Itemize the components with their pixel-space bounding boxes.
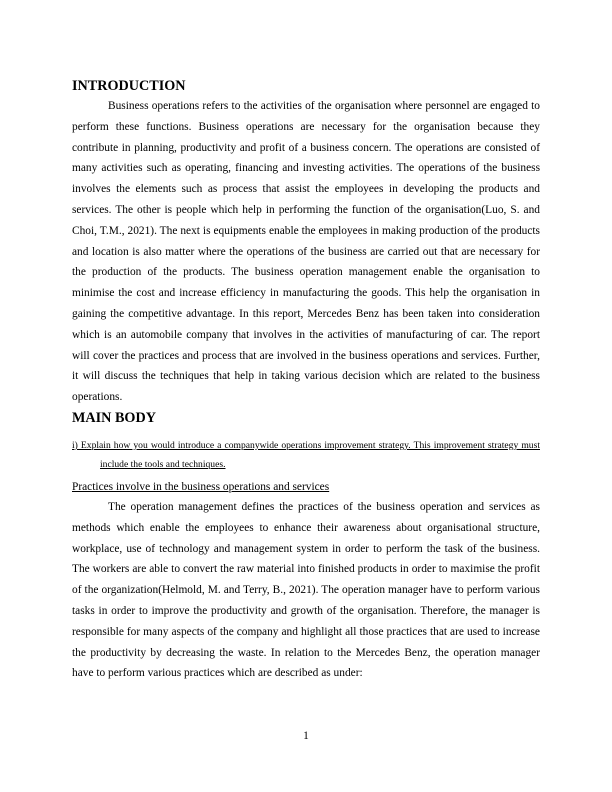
main-body-heading: MAIN BODY [72,409,156,426]
page-content [72,76,540,684]
practices-subheading: Practices involve in the business operations and services [72,480,330,493]
introduction-heading: INTRODUCTION [72,78,186,94]
practices-paragraph: The operation management defines the practices of the business operation and services as methods which enable the employees to enhance their awareness about organisational structure, workplace, use of technology and management system in order to perform the task of the business. The workers are able to convert the raw material into finished products in order to maximise the profit of the organization(Helmold, M. and Terry, B., 2021). The operation manager have to perform various tasks in order to improve the productivity and growth of the organisation. Therefore, the manager is responsible for many aspects of the company and highlight all those practices that are used to increase the productivity by decreasing the waste. In relation to the Mercedes Benz, the operation manager have to perform various practices which are described as under: [72,500,540,680]
question-heading: i) Explain how you would introduce a companywide operations improvement strategy. This improvement strategy must include the tools and techniques. [72,439,540,470]
page-number: 1 [303,730,309,742]
introduction-paragraph: Business operations refers to the activities of the organisation where personnel are engaged to perform these functions. Business operations are necessary for the organisation because they contribute in planning, productivity and profit of a business concern. The operations are consisted of many activities such as operating, financing and investing activities. The operations of the business involves the elements such as process that assist the employees in developing the products and services. The other is people which help in performing the function of the organisation(Luo, S. and Choi, T.M., 2021). The next is equipments enable the employees in making production of the products and location is also matter where the operations of the business are carried out that are necessary for the production of the products. The business operation management enable the organisation to minimise the cost and increase efficiency in manufacturing the goods. This help the organisation in gaining the competitive advantage. In this report, Mercedes Benz has been taken into consideration which is an automobile company that involves in the activities of manufacturing of car. The report will cover the practices and process that are involved in the business operations and services. Further, it will discuss the techniques that help in taking various decision which are related to the business operations. [72,100,540,404]
